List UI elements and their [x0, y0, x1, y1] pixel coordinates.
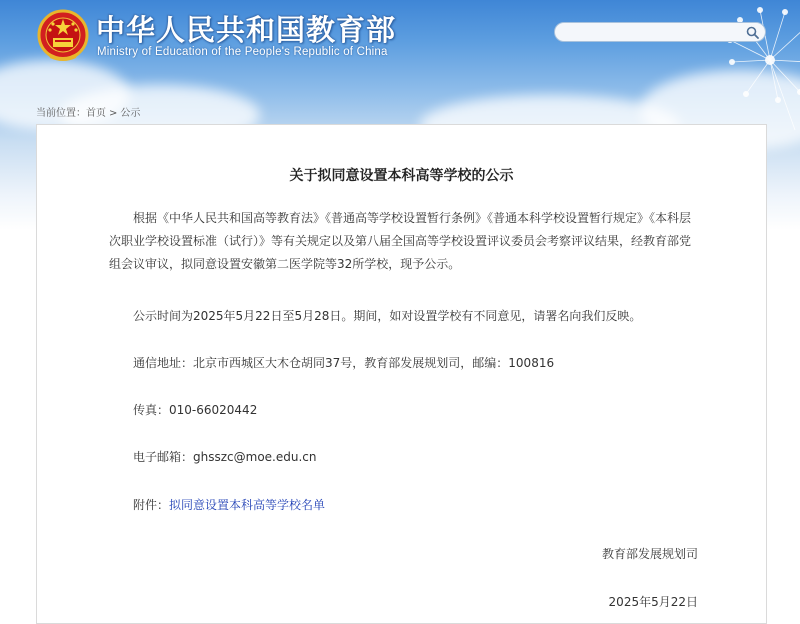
article-title: 关于拟同意设置本科高等学校的公示 [289, 168, 514, 184]
breadcrumb-separator: > [109, 108, 118, 119]
fax-label: 传真： [133, 403, 170, 417]
fax-value: 010-66020442 [169, 403, 258, 417]
breadcrumb-prefix: 当前位置： [36, 108, 86, 119]
search-icon[interactable] [746, 26, 759, 39]
search-box [554, 22, 766, 42]
email-value: ghsszc@moe.edu.cn [193, 450, 317, 464]
breadcrumb [36, 104, 140, 119]
breadcrumb-home-link[interactable]: 首页 [86, 108, 106, 119]
site-subtitle: Ministry of Education of the People's Republic of China [97, 46, 388, 58]
national-emblem-icon [36, 8, 90, 64]
search-input[interactable] [565, 25, 739, 41]
contact-email [109, 446, 699, 469]
contact-fax [109, 399, 699, 422]
article-period-paragraph: 公示时间为2025年5月22日至5月28日。期间，如对设置学校有不同意见，请署名向我们反映。 [133, 309, 642, 323]
article-body-paragraph: 根据《中华人民共和国高等教育法》《普通高等学校设置暂行条例》《普通本科学校设置暂行规定》《本科层次职业学校设置标准（试行）》等有关规定以及第八届全国高等学校设置评议委员会考察评议结果，经教育部党组会议审议，拟同意设置安徽第二医学院等32所学校，现予公示。 [109, 211, 692, 271]
attachment-line [109, 494, 699, 517]
article-panel [36, 124, 767, 624]
address-value: 北京市西城区大木仓胡同37号，教育部发展规划司，邮编：100816 [193, 356, 555, 370]
attachment-label: 附件： [133, 498, 170, 512]
signature-date: 2025年5月22日 [608, 595, 698, 609]
email-label: 电子邮箱： [133, 450, 194, 464]
contact-address [109, 352, 699, 375]
breadcrumb-current: 公示 [120, 108, 141, 119]
address-label: 通信地址： [133, 356, 194, 370]
signature-department: 教育部发展规划司 [601, 547, 698, 561]
site-title: 中华人民共和国教育部 [96, 13, 397, 47]
attachment-link[interactable]: 拟同意设置本科高等学校名单 [169, 498, 326, 512]
